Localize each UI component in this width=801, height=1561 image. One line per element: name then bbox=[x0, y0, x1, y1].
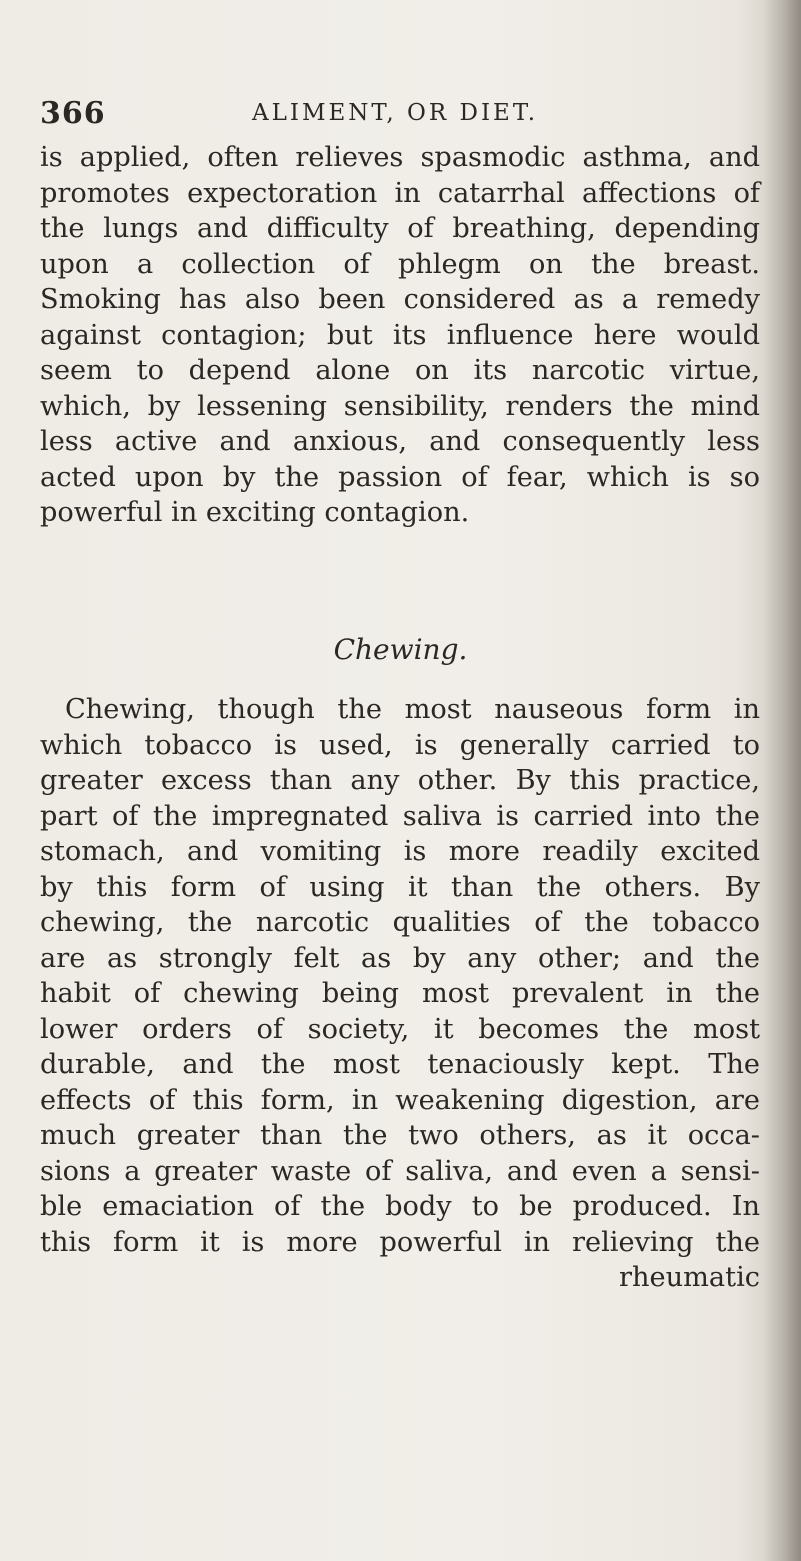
text-line: part of the impregnated saliva is carried into the bbox=[40, 800, 760, 832]
paragraph-smoking bbox=[40, 140, 760, 531]
text-line: durable, and the most tenaciously kept. The bbox=[40, 1049, 760, 1080]
page-header bbox=[40, 96, 760, 136]
page-number: 366 bbox=[40, 96, 106, 131]
text-line: against contagion; but its influence here would bbox=[40, 319, 760, 351]
text-line: habit of chewing being most prevalent in the bbox=[40, 978, 760, 1009]
text-line: Chewing, though the most nauseous form in bbox=[65, 694, 760, 725]
section-heading: Chewing. bbox=[333, 633, 468, 666]
catchword: rheumatic bbox=[619, 1262, 760, 1293]
text-line: powerful in exciting contagion. bbox=[40, 497, 470, 528]
text-line: Smoking has also been considered as a remedy bbox=[40, 284, 760, 315]
text-line: are as strongly felt as by any other; and the bbox=[40, 942, 760, 974]
text-line: acted upon by the passion of fear, which is so bbox=[40, 461, 760, 493]
page-edge-shadow bbox=[763, 0, 801, 1561]
text-line: lower orders of society, it becomes the most bbox=[40, 1013, 760, 1045]
text-line: the lungs and difficulty of breathing, depending bbox=[40, 213, 760, 244]
text-line: which, by lessening sensibility, renders the mind bbox=[40, 390, 760, 422]
text-line: chewing, the narcotic qualities of the tobacco bbox=[40, 907, 760, 938]
text-line: promotes expectoration in catarrhal affections of bbox=[40, 177, 760, 209]
text-line: by this form of using it than the others. By bbox=[40, 871, 760, 903]
text-line: sions a greater waste of saliva, and even a sensi- bbox=[40, 1155, 760, 1187]
paragraph-chewing bbox=[40, 692, 760, 1296]
text-line: stomach, and vomiting is more readily excited bbox=[40, 836, 760, 867]
text-line: upon a collection of phlegm on the breast. bbox=[40, 248, 760, 280]
text-line: seem to depend alone on its narcotic virtue, bbox=[40, 355, 760, 386]
text-line: ble emaciation of the body to be produced. In bbox=[40, 1191, 760, 1222]
text-line: greater excess than any other. By this practice, bbox=[40, 765, 760, 796]
text-line: effects of this form, in weakening digestion, are bbox=[40, 1084, 760, 1116]
text-line: much greater than the two others, as it occa- bbox=[40, 1120, 760, 1151]
text-line: which tobacco is used, is generally carried to bbox=[40, 729, 760, 761]
text-line: this form it is more powerful in relieving the bbox=[40, 1226, 760, 1258]
text-line: is applied, often relieves spasmodic asthma, and bbox=[40, 142, 760, 173]
running-head: ALIMENT, OR DIET. bbox=[252, 100, 539, 126]
text-line: less active and anxious, and consequently less bbox=[40, 426, 760, 457]
